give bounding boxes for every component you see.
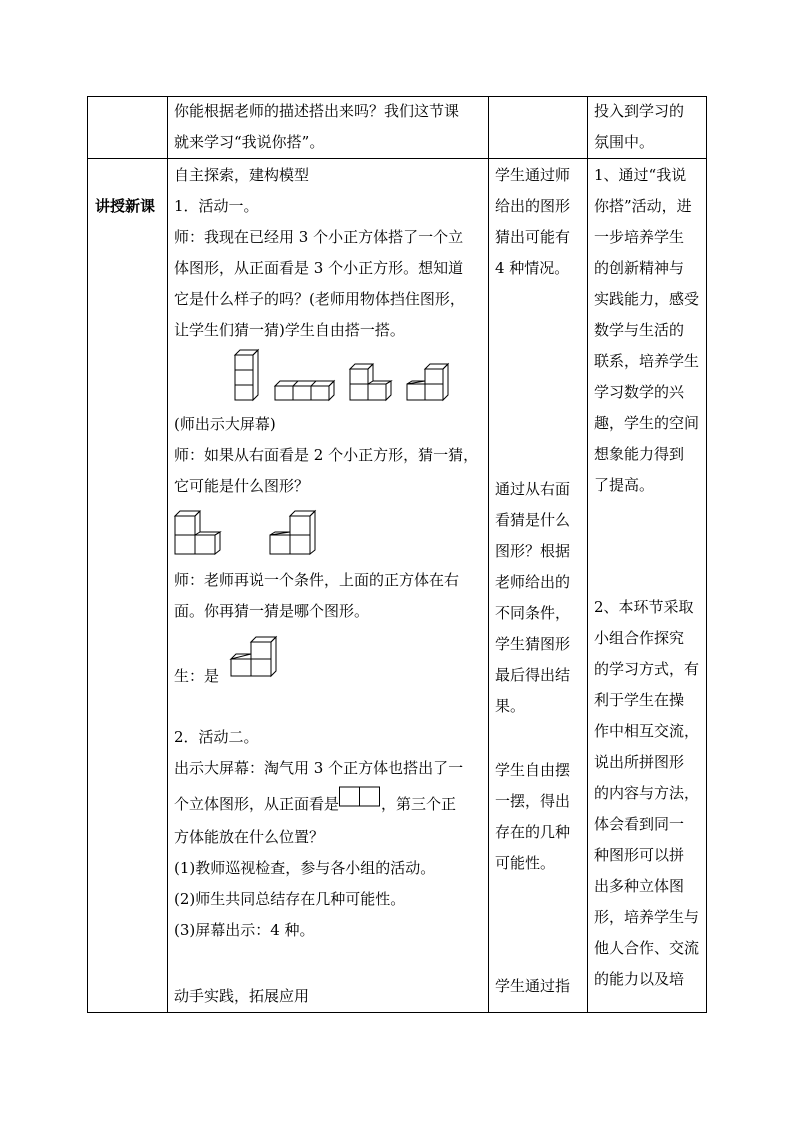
text-line: 体会看到同一 — [594, 815, 685, 833]
text-line: 学习数学的兴 — [594, 383, 685, 401]
text-line: 小组合作探究 — [594, 629, 685, 647]
text-line: 师：我现在已经用 3 个小正方体搭了一个立 — [174, 228, 464, 246]
text-line: 1、通过“我说 — [594, 166, 687, 184]
text-line: 学生自由摆 — [495, 761, 571, 779]
table-column-divider-1 — [167, 96, 168, 1013]
student-activity-a — [495, 160, 570, 284]
text-line: 最后得出结 — [495, 666, 571, 684]
cube-l-shape-left — [350, 364, 391, 400]
top-row-teaching-content — [174, 96, 459, 158]
section-heading: 自主探索，建构模型 — [174, 166, 310, 184]
text-line: 体图形，从正面看是 3 个小正方形。想知道 — [174, 259, 464, 277]
activity-one-title: 1．活动一。 — [174, 197, 259, 215]
figure-two-candidates — [172, 506, 332, 558]
text-line: 出多种立体图 — [594, 877, 685, 895]
activity-two-title: 2．活动二。 — [174, 728, 259, 746]
text-fragment: ，第三个正 — [381, 795, 457, 813]
text-line: 想象能力得到 — [594, 445, 685, 463]
text-line: 2、本环节采取 — [594, 598, 694, 616]
main-teaching-content-third-part — [174, 565, 459, 627]
two-square-front-view-icon — [339, 792, 381, 812]
text-line: 可能性。 — [495, 854, 556, 872]
student-activity-c — [495, 755, 570, 879]
text-line: 的内容与方法， — [594, 784, 700, 802]
text-line: 师：如果从右面看是 2 个小正方形，猜一猜， — [174, 446, 479, 464]
text-line: 实践能力，感受 — [594, 290, 700, 308]
cube-candidate-left — [175, 511, 220, 554]
text-line: 你搭”活动，进 — [594, 197, 692, 215]
main-teaching-content — [174, 160, 465, 346]
text-line: 氛围中。 — [594, 133, 655, 151]
text-line: 它可能是什么图形？ — [174, 477, 310, 495]
table-border-left — [87, 96, 88, 1013]
text-line: 图形？根据 — [495, 542, 571, 560]
design-intent-a — [594, 160, 699, 501]
text-line: 数学与生活的 — [594, 321, 685, 339]
text-line: 面。你再猜一猜是哪个图形。 — [174, 602, 370, 620]
table-row-divider — [87, 158, 707, 159]
text-line: 存在的几种 — [495, 823, 571, 841]
text-line: 果。 — [495, 697, 526, 715]
text-line: 一步培养学生 — [594, 228, 685, 246]
table-column-divider-3 — [587, 96, 588, 1013]
text-line: 的能力以及培 — [594, 970, 685, 988]
text-line: 学生猜图形 — [495, 635, 571, 653]
text-line: 投入到学习的 — [594, 102, 685, 120]
text-line: 利于学生在操 — [594, 691, 685, 709]
step-1: (1)教师巡视检查，参与各小组的活动。 — [174, 859, 436, 877]
top-row-design-intent — [594, 96, 684, 158]
cube-row-horizontal — [275, 381, 334, 400]
step-3: (3)屏幕出示：4 种。 — [174, 921, 315, 939]
step-2: (2)师生共同总结存在几种可能性。 — [174, 890, 406, 908]
text-line: 学生通过指 — [495, 977, 571, 995]
text-line: 说出所拼图形 — [594, 753, 685, 771]
text-line: 你能根据老师的描述搭出来吗？我们这节课 — [174, 102, 460, 120]
text-line: 形，培养学生与 — [594, 908, 700, 926]
table-border-bottom — [87, 1012, 707, 1013]
student-activity-b — [495, 474, 570, 722]
text-line: 猜出可能有 — [495, 228, 571, 246]
text-line: 它是什么样子的吗？(老师用物体挡住图形， — [174, 290, 465, 308]
screen-note: (师出示大屏幕) — [174, 415, 276, 433]
figure-four-arrangements — [230, 350, 460, 406]
text-line: 方体能放在什么位置？ — [174, 828, 325, 846]
text-line: 他人合作、交流 — [594, 939, 700, 957]
text-line: 看猜是什么 — [495, 511, 571, 529]
text-line: 一摆，得出 — [495, 792, 571, 810]
student-answer: 生：是 — [174, 667, 220, 685]
closing-heading: 动手实践，拓展应用 — [174, 987, 310, 1005]
text-line: 了提高。 — [594, 476, 655, 494]
text-line: 学生通过师 — [495, 166, 571, 184]
text-line: 让学生们猜一猜)学生自由搭一搭。 — [174, 321, 405, 339]
text-line: 作中相互交流， — [594, 722, 700, 740]
cube-l-shape-right — [407, 364, 448, 400]
design-intent-b — [594, 592, 699, 995]
text-line: 通过从右面 — [495, 480, 571, 498]
text-line: 老师给出的 — [495, 573, 571, 591]
text-line — [174, 789, 456, 820]
text-line: 的学习方式，有 — [594, 660, 700, 678]
figure-answer — [229, 630, 285, 682]
cube-stack-vertical — [235, 350, 258, 400]
table-border-right — [706, 96, 707, 1013]
text-line: 联系，培养学生 — [594, 352, 700, 370]
student-activity-d — [495, 971, 570, 1002]
text-line: 不同条件， — [495, 604, 571, 622]
text-line: 就来学习“我说你搭”。 — [174, 133, 325, 151]
table-column-divider-2 — [488, 96, 489, 1013]
main-teaching-content-continued — [174, 409, 478, 502]
inline-figure-line — [174, 789, 456, 820]
text-line: 给出的图形 — [495, 197, 571, 215]
main-teaching-content-activity-two — [174, 722, 463, 784]
text-line: 4 种情况。 — [495, 259, 570, 277]
text-line: 的创新精神与 — [594, 259, 685, 277]
text-line: 种图形可以拼 — [594, 846, 685, 864]
text-line: 趣，学生的空间 — [594, 414, 700, 432]
cube-candidate-right — [270, 511, 315, 554]
row-label: 讲授新课 — [95, 197, 156, 215]
text-fragment: 个立体图形，从正面看是 — [174, 795, 340, 813]
text-line: 出示大屏幕：淘气用 3 个正方体也搭出了一 — [174, 759, 464, 777]
text-line: 师：老师再说一个条件，上面的正方体在右 — [174, 571, 460, 589]
main-teaching-content-steps — [174, 822, 435, 946]
